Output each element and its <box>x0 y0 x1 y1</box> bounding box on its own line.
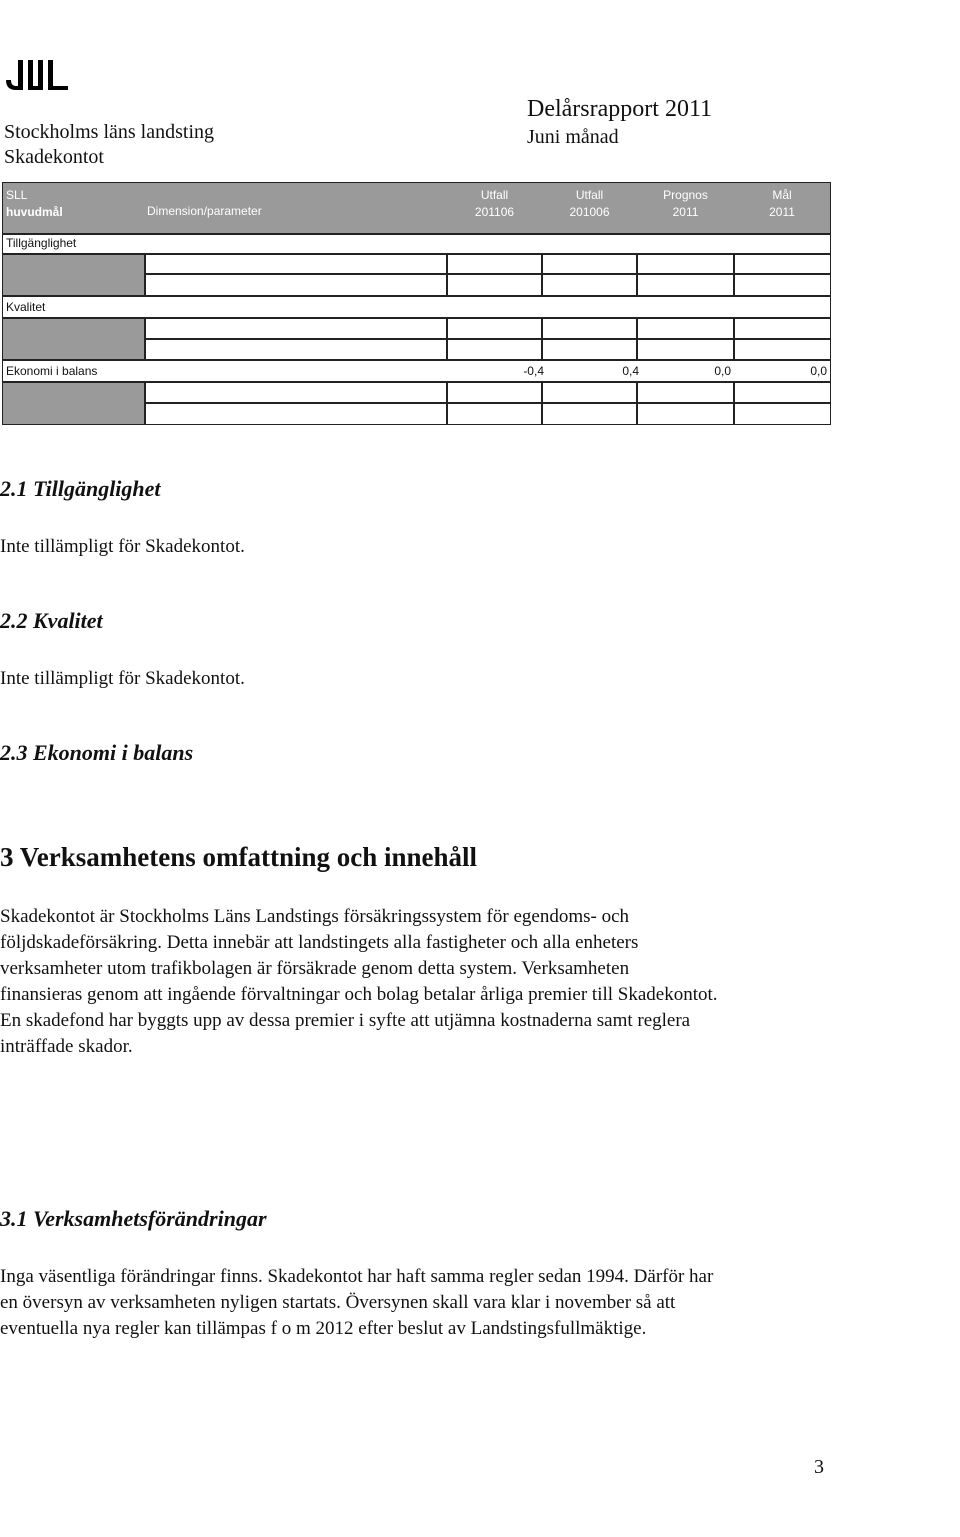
row-label-tillganglighet: Tillgänglighet <box>6 236 77 250</box>
row-divider <box>3 233 830 235</box>
col-divider <box>144 317 146 359</box>
org-line-1: Stockholms läns landsting <box>4 121 214 143</box>
col-divider <box>733 317 735 359</box>
paragraph-line: En skadefond har byggts upp av dessa premier i syfte att utjämna kostnaderna samt reglera <box>0 1010 691 1031</box>
col-divider <box>541 317 543 359</box>
row-divider <box>3 317 830 319</box>
row-divider <box>3 295 830 297</box>
page-number: 3 <box>814 1456 824 1478</box>
header-mal-2011 <box>734 183 830 237</box>
report-period: Juni månad <box>527 126 619 148</box>
row-label-ekonomi: Ekonomi i balans <box>6 364 98 378</box>
row-label-kvalitet: Kvalitet <box>6 300 46 314</box>
sll-logo-icon <box>4 58 70 92</box>
header-dimension: Dimension/parameter <box>147 204 262 218</box>
col-divider <box>446 317 448 359</box>
col-divider <box>636 317 638 359</box>
header-mal-l1: Mål <box>772 188 792 202</box>
col-divider <box>446 253 448 295</box>
section-2-2-text: Inte tillämpligt för Skadekontot. <box>0 668 245 689</box>
section-3-title: 3 Verksamhetens omfattning och innehåll <box>0 842 478 872</box>
header-utfall-201106 <box>447 183 542 237</box>
row-divider <box>3 359 830 361</box>
col-divider <box>636 381 638 424</box>
header-sll-line2: huvudmål <box>6 205 63 219</box>
section-3-1-title: 3.1 Verksamhetsförändringar <box>0 1206 267 1231</box>
paragraph-line: verksamheter utom trafikbolagen är försäkrade genom detta system. Verksamheten <box>0 958 630 979</box>
header-utfall1-l2: 201106 <box>474 205 515 219</box>
header-prognos-l1: Prognos <box>663 188 708 202</box>
report-title: Delårsrapport 2011 <box>527 96 713 122</box>
paragraph-line: finansieras genom att ingående förvaltningar och bolag betalar årliga premier till Skadekontot. <box>0 984 718 1005</box>
header-prognos-2011 <box>637 183 734 237</box>
header-prognos-l2: 2011 <box>672 205 699 219</box>
section-2-2-title: 2.2 Kvalitet <box>0 608 103 633</box>
col-divider <box>636 253 638 295</box>
col-divider <box>733 253 735 295</box>
section-3-body <box>0 904 840 1060</box>
organization-name <box>4 120 214 170</box>
row-divider <box>144 338 830 340</box>
paragraph-line: en översyn av verksamheten nyligen startats. Översynen skall vara klar i november så att <box>0 1292 676 1313</box>
col-divider <box>446 381 448 424</box>
col-divider <box>541 253 543 295</box>
paragraph-line: inträffade skador. <box>0 1036 133 1057</box>
value-mal-2011: 0,0 <box>810 364 827 378</box>
section-2-3-title: 2.3 Ekonomi i balans <box>0 740 194 765</box>
paragraph-line: Inga väsentliga förändringar finns. Skadekontot har haft samma regler sedan 1994. Därför har <box>0 1266 714 1287</box>
value-utfall-201106: -0,4 <box>523 364 544 378</box>
row-divider <box>144 402 830 404</box>
paragraph-line: eventuella nya regler kan tillämpas f o m 2012 efter beslut av Landstingsfullmäktige. <box>0 1318 647 1339</box>
header-utfall2-l1: Utfall <box>575 188 604 202</box>
col-divider <box>144 253 146 295</box>
paragraph-line: följdskadeförsäkring. Detta innebär att landstingets alla fastigheter och alla enheters <box>0 932 639 953</box>
header-mal-l2: 2011 <box>769 205 795 219</box>
value-prognos-2011: 0,0 <box>714 364 731 378</box>
row-divider <box>3 253 830 255</box>
paragraph-line: Skadekontot är Stockholms Läns Landstings försäkringssystem för egendoms- och <box>0 906 630 927</box>
col-divider <box>144 381 146 424</box>
row-divider <box>144 273 830 275</box>
org-line-2: Skadekontot <box>4 146 104 168</box>
row-gray-block <box>3 381 144 424</box>
row-divider <box>3 381 830 383</box>
section-2-1-text: Inte tillämpligt för Skadekontot. <box>0 536 245 557</box>
header-sll <box>6 187 63 221</box>
row-gray-block <box>3 317 144 359</box>
col-divider <box>733 381 735 424</box>
header-utfall1-l1: Utfall <box>480 188 509 202</box>
header-sll-line1: SLL <box>6 188 28 202</box>
row-gray-block <box>3 253 144 295</box>
col-divider <box>541 381 543 424</box>
value-utfall-201006: 0,4 <box>622 364 639 378</box>
section-3-1-body <box>0 1264 840 1342</box>
section-2-1-title: 2.1 Tillgänglighet <box>0 476 161 501</box>
header-utfall-201006 <box>542 183 637 237</box>
goals-table <box>2 182 831 425</box>
header-utfall2-l2: 201006 <box>569 205 610 219</box>
report-heading <box>527 94 712 150</box>
